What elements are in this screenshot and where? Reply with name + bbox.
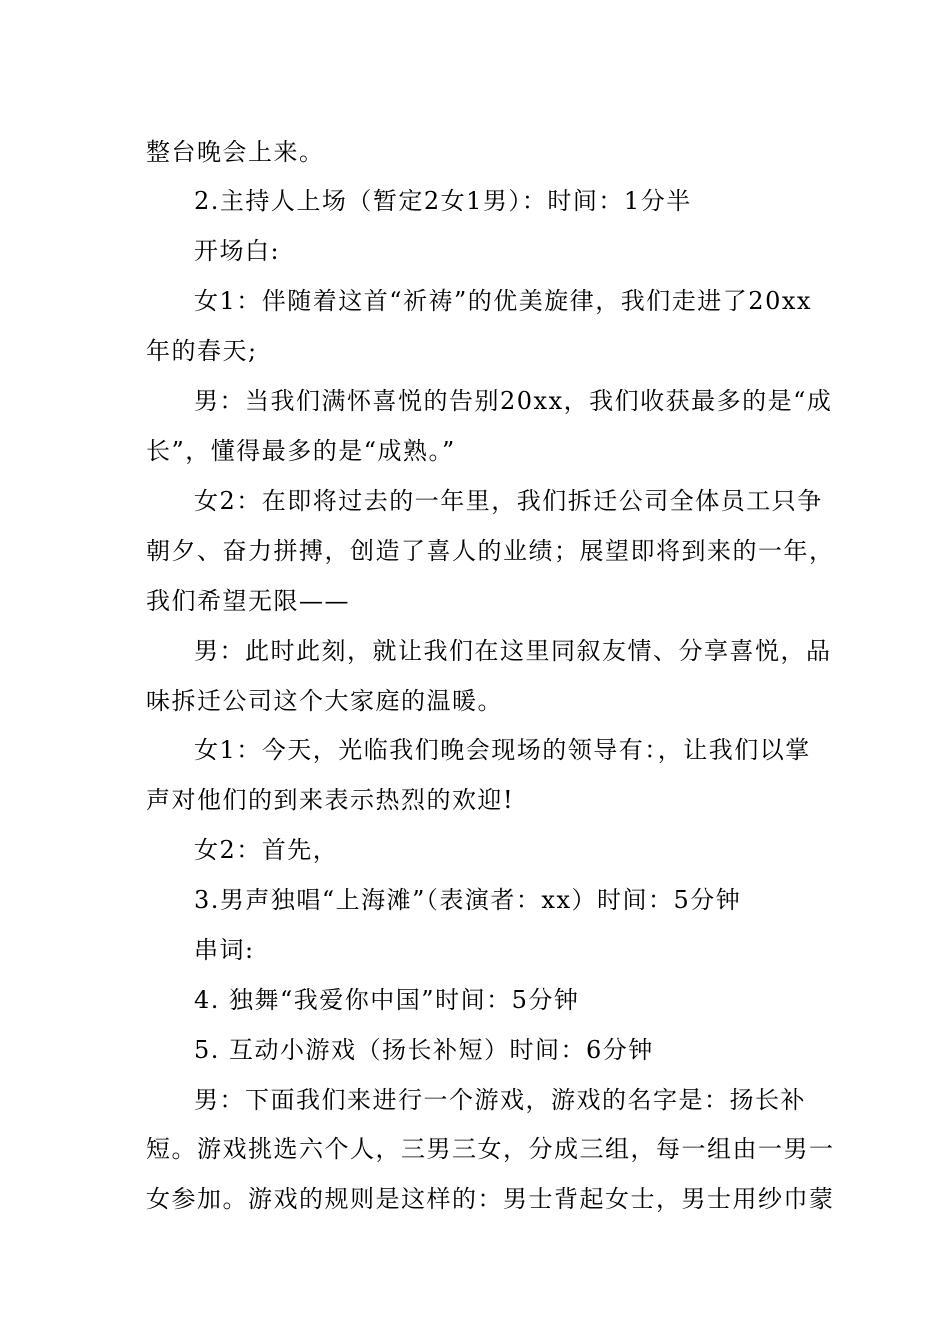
text-line-5: 年的春天; — [146, 337, 258, 365]
text-line-21: 短。游戏挑选六个人，三男三女，分成三组，每一组由一男一 — [146, 1135, 835, 1163]
text-line-4: 女1：伴随着这首“祈祷”的优美旋律，我们走进了20xx — [194, 287, 812, 315]
text-line-9: 朝夕、奋力拼搏，创造了喜人的业绩；展望即将到来的一年， — [146, 537, 835, 565]
text-line-15: 女2：首先， — [194, 836, 339, 864]
text-line-13: 女1：今天，光临我们晚会现场的领导有：，让我们以掌 — [194, 736, 811, 764]
text-line-18: 4. 独舞“我爱你中国”时间：5分钟 — [194, 986, 580, 1014]
text-line-6: 男：当我们满怀喜悦的告别20xx，我们收获最多的是“成 — [194, 387, 833, 415]
text-line-10: 我们希望无限—— — [146, 587, 350, 615]
text-line-22: 女参加。游戏的规则是这样的：男士背起女士，男士用纱巾蒙 — [146, 1185, 835, 1213]
text-line-12: 味拆迁公司这个大家庭的温暖。 — [146, 687, 503, 715]
text-line-20: 男：下面我们来进行一个游戏，游戏的名字是：扬长补 — [194, 1086, 806, 1114]
text-line-7: 长”，懂得最多的是“成熟。” — [146, 437, 456, 465]
text-line-2: 2.主持人上场（暂定2女1男）：时间：1分半 — [194, 187, 692, 215]
text-line-19: 5. 互动小游戏（扬长补短）时间：6分钟 — [194, 1036, 654, 1064]
text-line-11: 男：此时此刻，就让我们在这里同叙友情、分享喜悦，品 — [194, 637, 832, 665]
text-line-8: 女2：在即将过去的一年里，我们拆迁公司全体员工只争 — [194, 487, 823, 515]
text-line-1: 整台晚会上来。 — [146, 138, 325, 166]
text-line-17: 串词: — [194, 936, 255, 964]
text-line-16: 3.男声独唱“上海滩”（表演者：xx）时间：5分钟 — [194, 886, 742, 914]
text-line-14: 声对他们的到来表示热烈的欢迎! — [146, 786, 515, 814]
text-line-3: 开场白: — [194, 237, 281, 265]
